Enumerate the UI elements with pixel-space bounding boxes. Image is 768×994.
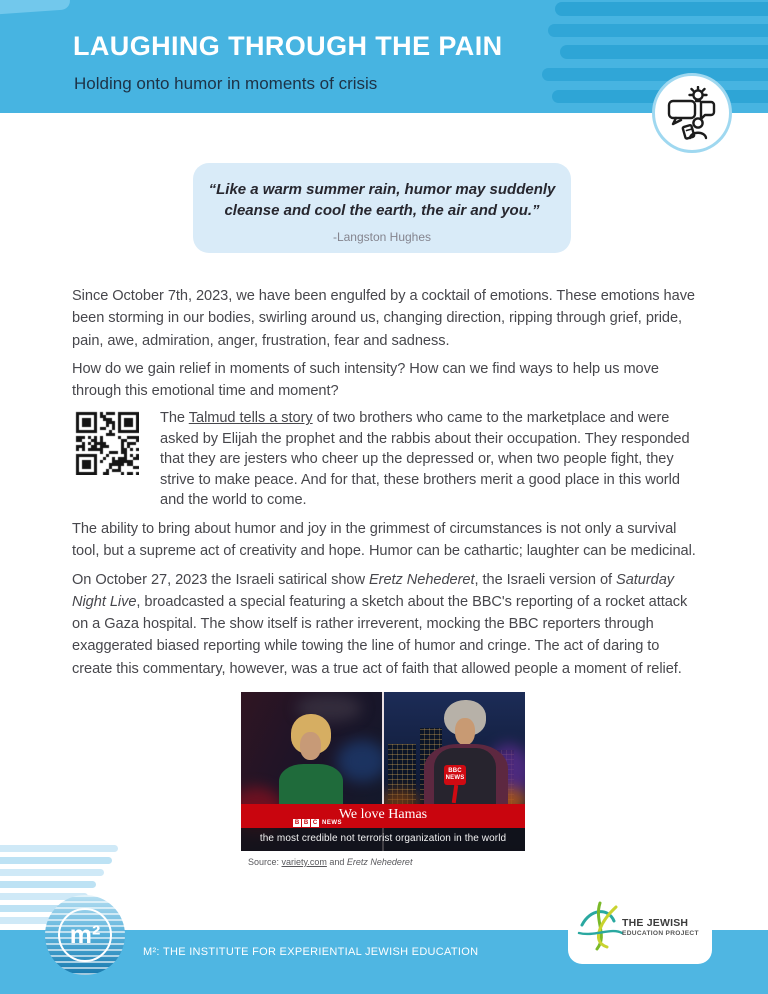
quote-line-2: cleanse and cool the earth, the air and you.”: [224, 202, 540, 219]
jep-logo-text: [622, 917, 699, 937]
show-title-italic: Saturday Night Live: [72, 571, 675, 610]
footer-decor-stripe: [0, 869, 104, 876]
jep-logo-box: [568, 890, 712, 964]
page-title: LAUGHING THROUGH THE PAIN: [73, 31, 503, 61]
footer-institute-text: M²: THE INSTITUTE FOR EXPERIENTIAL JEWISH EDUCATION: [143, 946, 479, 958]
paragraph-eretz: [72, 569, 702, 680]
caption-middle: and: [326, 857, 347, 867]
header-badge: [652, 73, 732, 153]
headline-text: We love Hamas: [338, 807, 428, 822]
headline-banner: [241, 804, 525, 828]
image-caption: [248, 857, 412, 867]
microphone-flag: [444, 765, 466, 785]
bbc-news-wordmark: NEWS: [322, 820, 342, 826]
jep-logo-line1: THE JEWISH: [622, 917, 689, 929]
show-title-italic: Eretz Nehederet: [368, 571, 475, 588]
mic-label-line: BBC: [448, 768, 462, 774]
bbc-logo-block: C: [312, 820, 318, 826]
text-run: , broadcasted a special featuring a sketch about the BBC's reporting of a rocket attack on a Gaza hospital. The show itself is rather irreverent, mocking the BBC reporters through exaggerated biased reporting while towing the line of humor and cringe. The act of daring to create this commentary, however, was a true act of faith that allowed people a moment of relief.: [72, 593, 688, 677]
variety-link[interactable]: variety.com: [281, 857, 327, 867]
quote-attribution: -Langston Hughes: [332, 230, 432, 244]
paragraph-humor: The ability to bring about humor and joy in the grimmest of circumstances is not only a survival tool, but a supreme act of creativity and hope. Humor can be cathartic; laughter can be medicinal.: [72, 520, 696, 560]
header-wave-stripe: [542, 68, 768, 81]
talmud-story-link[interactable]: Talmud tells a story: [188, 410, 313, 427]
text-run: of two brothers who came to the marketplace and were asked by Elijah the prophet and the rabbis about their occupation. They responded that they are jesters who cheer up the depressed or, when two people fight, they strive to make peace. And for that, these brothers merit a good place in this world and the world to come.: [160, 410, 690, 509]
m2-logo: [45, 895, 125, 975]
jep-starburst-icon: [576, 899, 628, 955]
footer-decor-stripe: [0, 881, 96, 888]
paragraph-relief: How do we gain relief in moments of such intensity? How can we find ways to help us move through this emotional time and moment?: [72, 360, 659, 400]
bbc-news-logo: [293, 819, 342, 827]
caption-prefix: Source:: [248, 857, 282, 867]
caption-source-italic: Eretz Nehederet: [346, 857, 413, 867]
text-run: The: [160, 410, 189, 427]
qr-code: [75, 411, 139, 475]
quote-box: [193, 163, 571, 253]
studio-light-blob: [337, 740, 382, 782]
tv-screenshot: [241, 692, 525, 851]
article-body: [72, 285, 702, 686]
bbc-logo-block: B: [294, 820, 300, 826]
header-wave-stripe: [555, 2, 768, 16]
mic-label-line: NEWS: [445, 775, 465, 781]
paragraph-emotions: Since October 7th, 2023, we have been engulfed by a cocktail of emotions. These emotions have been storming in our bodies, swirling around us, changing direction, ripping through grief, pride, pain, awe, admiration, anger, frustration, fear and sadness.: [72, 288, 696, 349]
bbc-logo-block: B: [303, 820, 309, 826]
text-run: , the Israeli version of: [474, 571, 617, 588]
text-run: On October 27, 2023 the Israeli satirical show: [72, 571, 369, 588]
quote-line-1: “Like a warm summer rain, humor may suddenly: [208, 181, 556, 198]
header-wave-stripe: [548, 24, 768, 37]
header-banner: [0, 0, 768, 113]
footer-decor-stripe: [0, 845, 118, 852]
header-decor-stripe: [0, 0, 71, 15]
page-subtitle: Holding onto humor in moments of crisis: [74, 74, 378, 93]
ticker-strip: the most credible not terrorist organization in the world: [241, 828, 525, 851]
m2-logo-monogram: m²: [58, 908, 112, 962]
anchor-face: [300, 732, 321, 760]
talmud-block: [72, 408, 702, 511]
discussion-idea-icon: [665, 86, 719, 140]
header-wave-stripe: [560, 45, 768, 59]
footer-decor-stripe: [0, 857, 112, 864]
paragraph-talmud: [160, 408, 702, 511]
anchor-green-blouse: [279, 764, 343, 809]
jep-logo-line2: EDUCATION PROJECT: [622, 930, 699, 937]
reporter-face: [455, 718, 475, 745]
